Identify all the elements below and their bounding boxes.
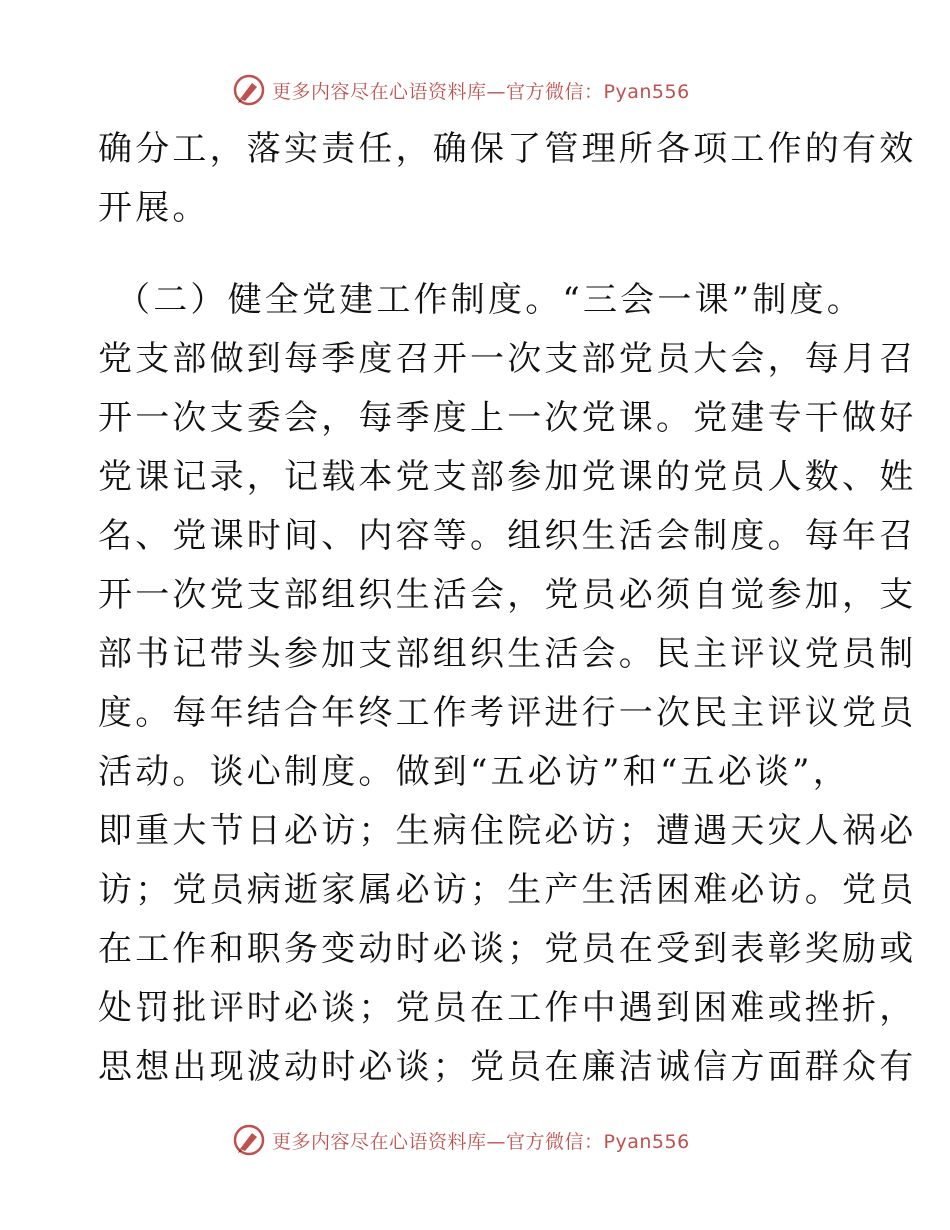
header-watermark — [232, 70, 690, 110]
paragraph-line: 名、党课时间、内容等。组织生活会制度。每年召 — [98, 516, 917, 556]
paragraph-line: 部书记带头参加支部组织生活会。民主评议党员制 — [98, 634, 917, 674]
section-heading: （二）健全党建工作制度。“三会一课”制度。 — [116, 280, 864, 320]
paragraph-line: 思想出现波动时必谈；党员在廉洁诚信方面群众有 — [98, 1047, 917, 1087]
paragraph-line: 处罚批评时必谈；党员在工作中遇到困难或挫折， — [98, 988, 917, 1028]
paragraph-line: 即重大节日必访；生病住院必访；遭遇天灾人祸必 — [98, 811, 917, 851]
watermark-text: 更多内容尽在心语资料库—官方微信：Pyan556 — [272, 1130, 690, 1153]
document-body — [98, 120, 917, 1097]
footer-watermark — [232, 1120, 690, 1160]
paragraph-line: 党支部做到每季度召开一次支部党员大会，每月召 — [98, 339, 917, 379]
paragraph-line: 开一次支委会，每季度上一次党课。党建专干做好 — [98, 398, 917, 438]
paragraph-gap — [98, 238, 858, 271]
paragraph-line: 活动。谈心制度。做到“五必访”和“五必谈”， — [98, 752, 850, 792]
paragraph-line: 确分工，落实责任，确保了管理所各项工作的有效 — [98, 129, 917, 169]
paragraph-line: 度。每年结合年终工作考评进行一次民主评议党员 — [98, 693, 917, 733]
paragraph-line: 在工作和职务变动时必谈；党员在受到表彰奖励或 — [98, 929, 917, 969]
pen-logo-icon — [232, 1123, 266, 1157]
paragraph-line: 开展。 — [98, 188, 210, 228]
paragraph-line: 访；党员病逝家属必访；生产生活困难必访。党员 — [98, 870, 917, 910]
watermark-text: 更多内容尽在心语资料库—官方微信：Pyan556 — [272, 80, 690, 103]
pen-logo-icon — [232, 73, 266, 107]
paragraph-line: 开一次党支部组织生活会，党员必须自觉参加，支 — [98, 575, 917, 615]
paragraph-line: 党课记录，记载本党支部参加党课的党员人数、姓 — [98, 457, 917, 497]
